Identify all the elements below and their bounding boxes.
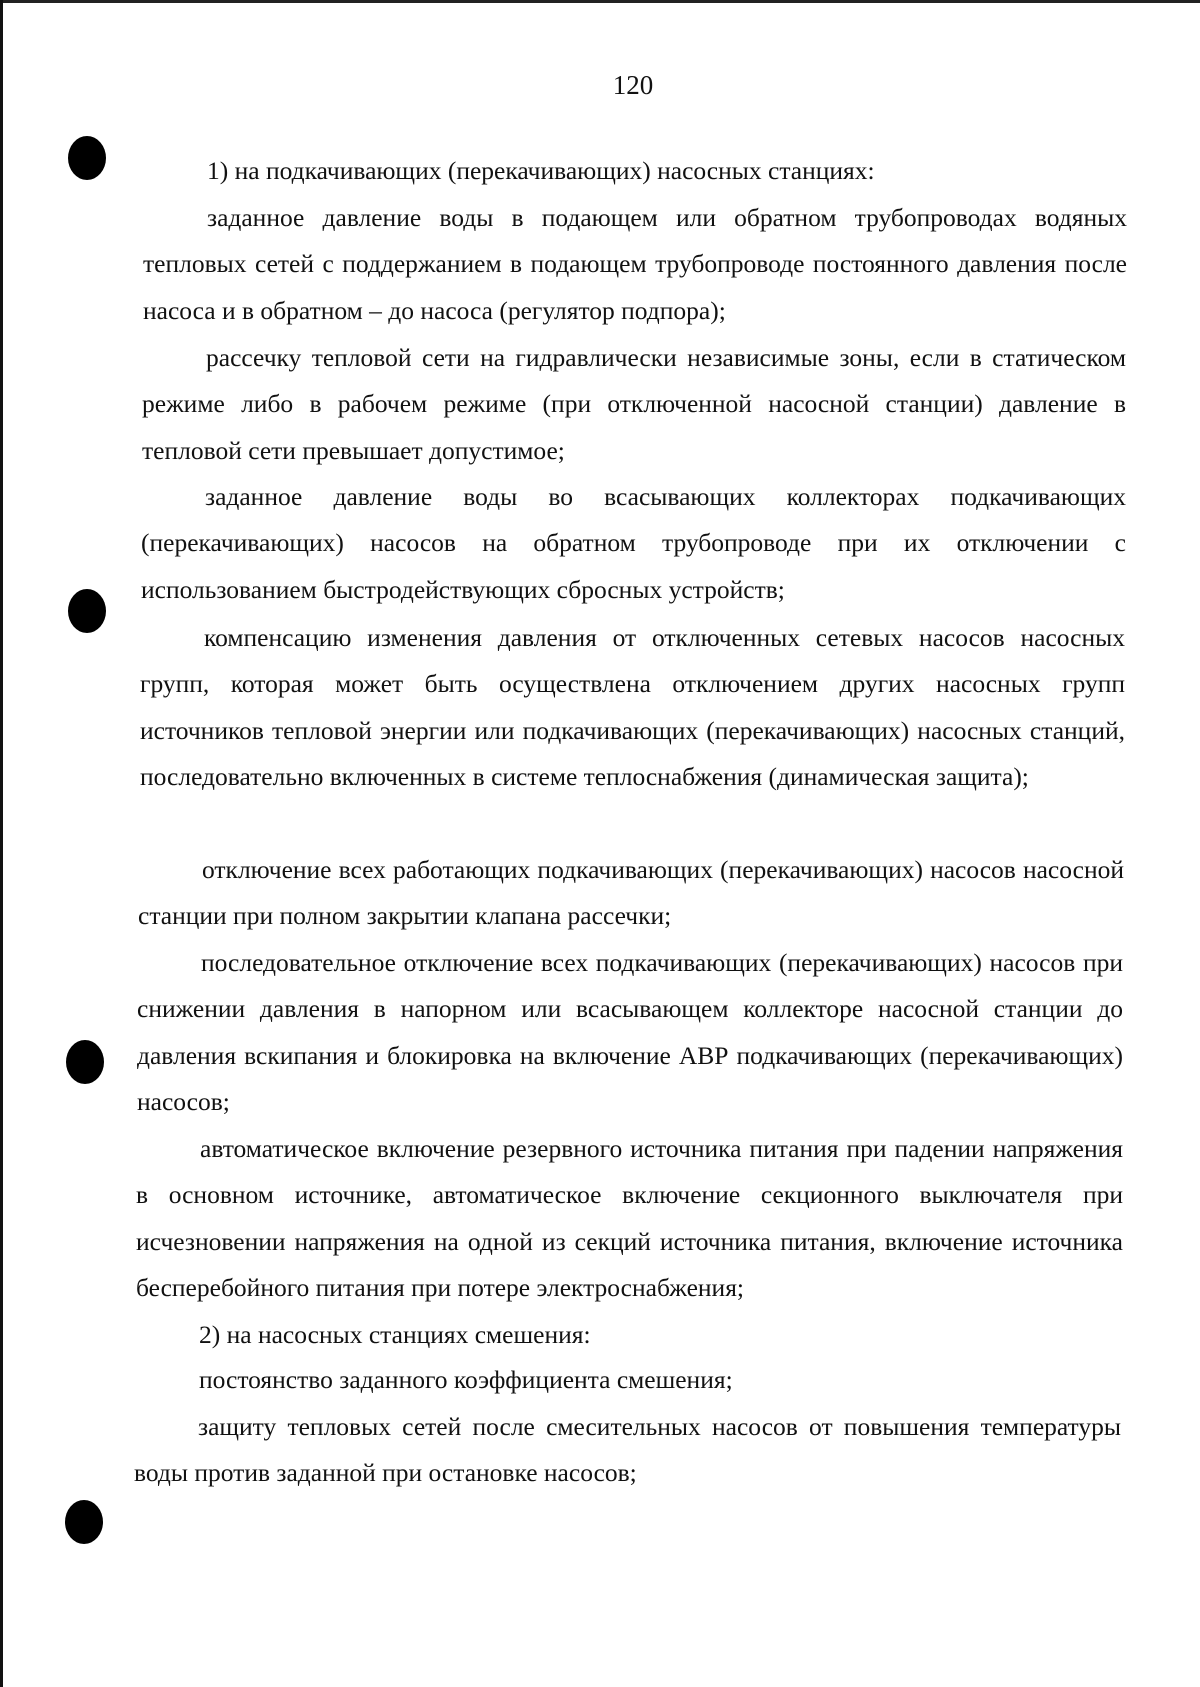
paragraph-text: отключение всех работающих подкачивающих (перекачивающих) насосов насосной станции при полном закрытии клапана рассечки;: [138, 855, 1124, 931]
paragraph-text: 2) на насосных станциях смешения:: [199, 1320, 591, 1349]
body-paragraph: [135, 1312, 1122, 1358]
paragraph-text: постоянство заданного коэффициента смешения;: [199, 1365, 733, 1394]
body-paragraph: [143, 195, 1127, 334]
body-paragraph: [140, 615, 1125, 801]
body-paragraph: [141, 474, 1126, 613]
paragraph-text: компенсацию изменения давления от отключенных сетевых насосов насосных групп, которая может быть осуществлена отключением других насосных групп источников тепловой энергии или подкачивающих (перекачивающих) насосных станций, последовательно включенных в системе теплоснабжения (динамическая защита);: [140, 623, 1125, 792]
paragraph-text: рассечку тепловой сети на гидравлически независимые зоны, если в статическом режиме либо в рабочем режиме (при отключенной насосной станции) давление в тепловой сети превышает допустимое;: [142, 343, 1126, 465]
paragraph-text: заданное давление воды в подающем или обратном трубопроводах водяных тепловых сетей с поддержанием в подающем трубопроводе постоянного давления после насоса и в обратном – до насоса (регулятор подпора);: [143, 203, 1127, 325]
body-paragraph: [134, 1404, 1121, 1497]
scan-top-edge: [3, 0, 1200, 3]
body-paragraph: [136, 1126, 1123, 1312]
paragraph-text: защиту тепловых сетей после смесительных насосов от повышения температуры воды против заданной при остановке насосов;: [134, 1412, 1121, 1488]
page-number: 120: [612, 70, 654, 100]
punch-hole: [68, 136, 106, 180]
body-paragraph: [138, 847, 1124, 940]
paragraph-text: заданное давление воды во всасывающих коллекторах подкачивающих (перекачивающих) насосов на обратном трубопроводе при их отключении с использованием быстродействующих сбросных устройств;: [141, 482, 1126, 604]
body-paragraph: [135, 1357, 1122, 1403]
punch-hole: [68, 589, 106, 633]
body-paragraph: [143, 148, 1127, 194]
body-paragraph: [142, 335, 1126, 474]
punch-hole: [66, 1040, 104, 1084]
paragraph-text: автоматическое включение резервного источника питания при падении напряжения в основном источнике, автоматическое включение секционного выключателя при исчезновении напряжения на одной из секций источника питания, включение источника бесперебойного питания при потере электроснабжения;: [136, 1134, 1123, 1303]
paragraph-text: 1) на подкачивающих (перекачивающих) насосных станциях:: [207, 156, 875, 185]
paragraph-text: последовательное отключение всех подкачивающих (перекачивающих) насосов при снижении давления в напорном или всасывающем коллекторе насосной станции до давления вскипания и блокировка на включение АВР подкачивающих (перекачивающих) насосов;: [137, 948, 1123, 1117]
body-paragraph: [137, 940, 1123, 1126]
punch-hole: [65, 1500, 103, 1544]
